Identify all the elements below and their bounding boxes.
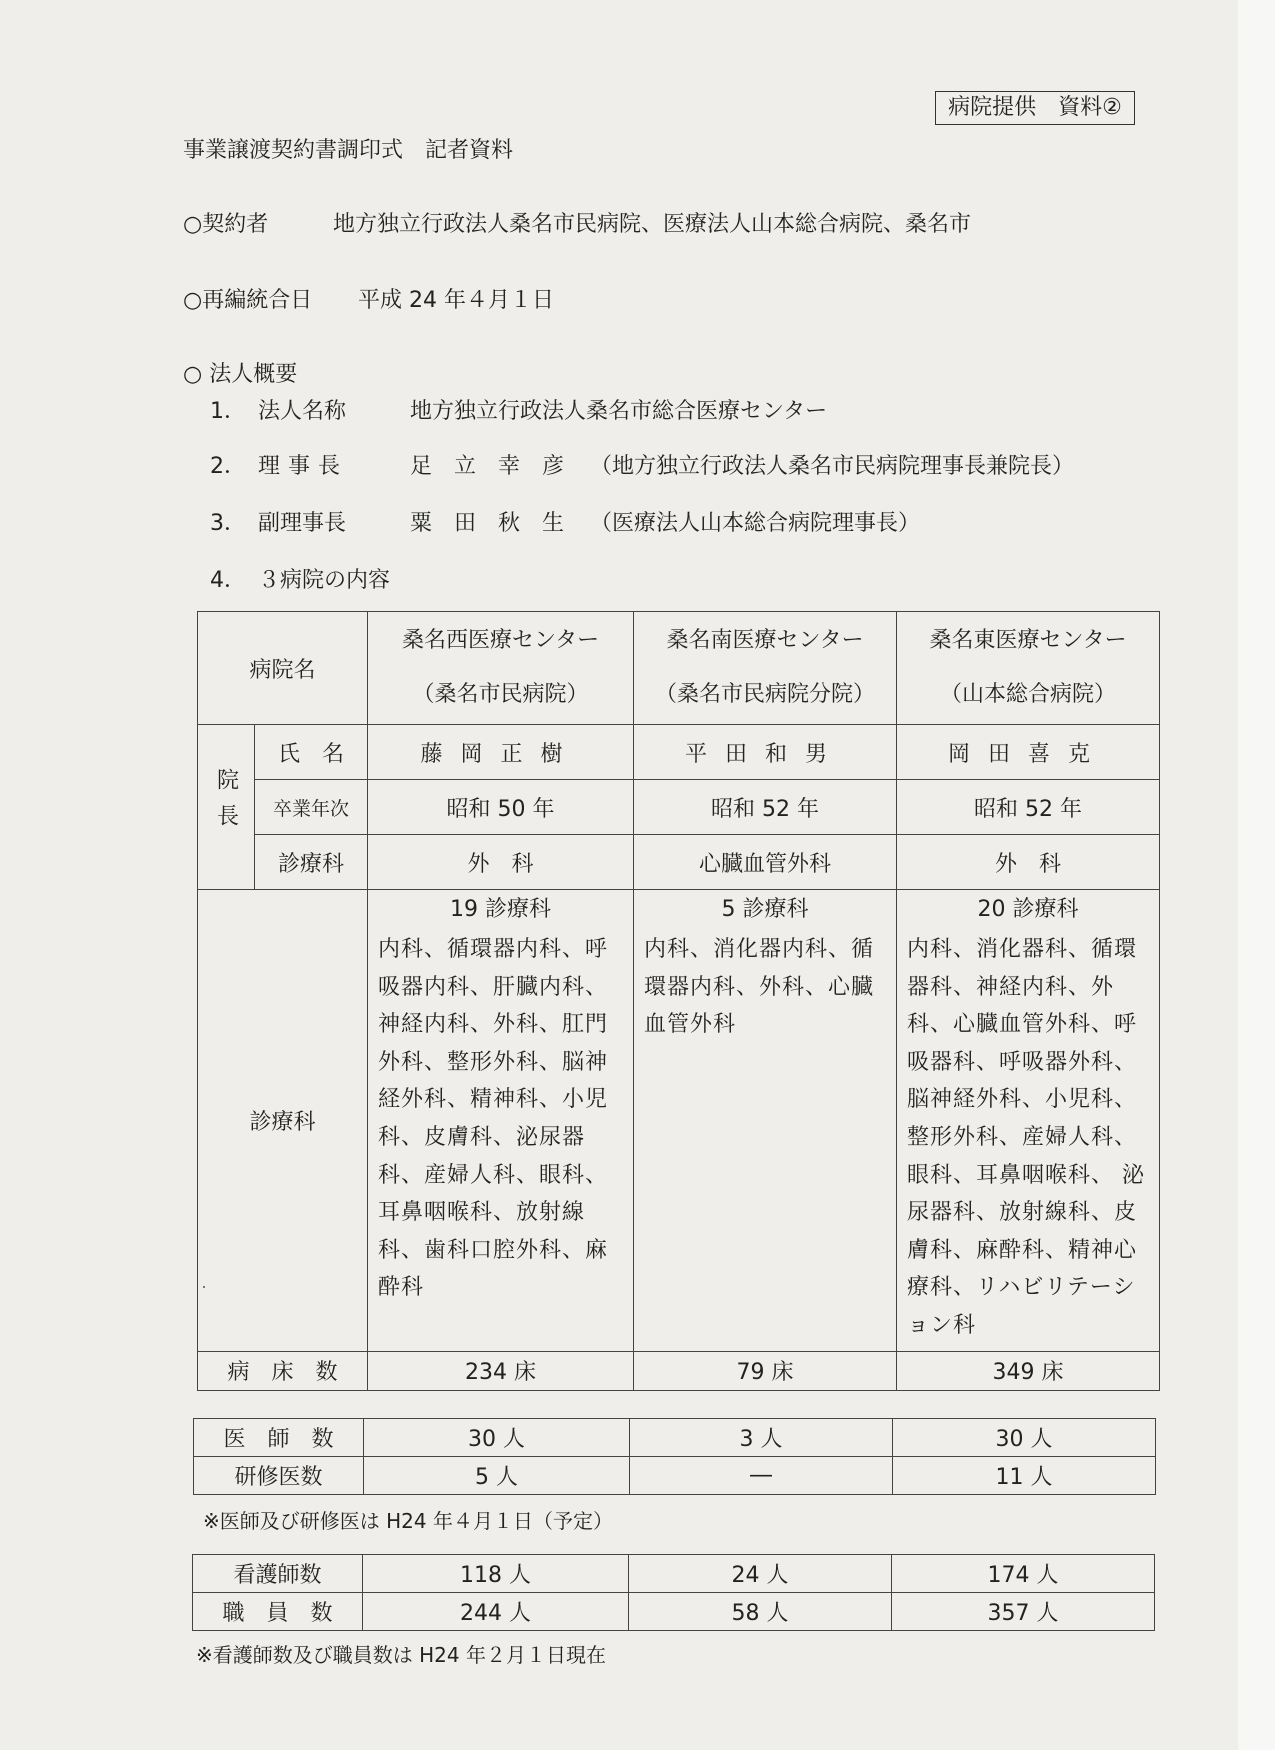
departments-label: 診療科 (198, 890, 368, 1352)
doctor-count: 30 人 (364, 1419, 630, 1457)
graduation-year-label: 卒業年次 (255, 780, 368, 835)
nurse-count: 174 人 (892, 1555, 1155, 1593)
department-list: 内科、消化器科、循環器科、神経内科、外科、心臓血管外科、呼吸器科、呼吸器外科、脳神経外科、小児科、整形外科、産婦人科、眼科、耳鼻咽喉科、 泌尿器科、放射線科、皮膚科、麻酔科、精神心療科、リハビリテーション科 (897, 925, 1160, 1351)
staff-count: 357 人 (892, 1593, 1155, 1631)
doctors-label: 医 師 数 (194, 1419, 364, 1457)
chairman-title: （地方独立行政法人桑名市民病院理事長兼院長） (590, 454, 1075, 479)
merge-date-value: 平成 24 年４月１日 (358, 288, 554, 313)
bed-count: 234 床 (368, 1351, 634, 1390)
item-label: 副理事長 (258, 511, 347, 536)
hospital-former-name: （山本総合病院） (940, 682, 1117, 707)
document-label: 病院提供 資料② (935, 91, 1135, 125)
item-value: 地方独立行政法人桑名市総合医療センター (410, 399, 828, 424)
item-label: ３病院の内容 (258, 568, 391, 593)
director-name: 岡田喜克 (897, 725, 1160, 780)
department-count: 20 診療科 (897, 890, 1160, 926)
hospital-east (897, 612, 1160, 725)
staff-count: 58 人 (629, 1593, 892, 1631)
beds-label: 病 床 数 (198, 1351, 368, 1390)
contractors-label: ○契約者 (183, 212, 269, 237)
specialty-label: 診療科 (255, 835, 368, 890)
hospitals-table (197, 611, 1160, 1391)
director-specialty: 外 科 (368, 835, 634, 890)
document-title: 事業譲渡契約書調印式 記者資料 (183, 138, 514, 163)
scan-speck (203, 1286, 205, 1288)
hospital-name: 桑名東医療センター (929, 628, 1127, 653)
contractors-value: 地方独立行政法人桑名市民病院、医療法人山本総合病院、桑名市 (333, 212, 972, 237)
doctors-table (193, 1418, 1156, 1495)
item-label: 法人名称 (258, 399, 347, 424)
item-number: 2． (210, 454, 246, 479)
department-list: 内科、循環器内科、呼吸器内科、肝臓内科、神経内科、外科、肛門外科、整形外科、脳神経外科、精神科、小児科、皮膚科、泌尿器科、産婦人科、眼科、耳鼻咽喉科、放射線科、歯科口腔外科、麻酔科 (368, 925, 634, 1351)
nurse-count: 24 人 (629, 1555, 892, 1593)
graduation-year: 昭和 52 年 (897, 780, 1160, 835)
resident-count: 11 人 (893, 1457, 1156, 1495)
hospital-south (634, 612, 897, 725)
hospital-former-name: （桑名市民病院分院） (655, 682, 876, 707)
bed-count: 79 床 (634, 1351, 897, 1390)
hospital-name: 桑名西医療センター (401, 628, 600, 653)
nurse-count: 118 人 (363, 1555, 629, 1593)
residents-label: 研修医数 (194, 1457, 364, 1495)
graduation-year: 昭和 52 年 (634, 780, 897, 835)
director-name: 平田和男 (634, 725, 897, 780)
resident-count: 5 人 (364, 1457, 630, 1495)
director-name-label: 氏 名 (255, 725, 368, 780)
staff-label: 職 員 数 (193, 1593, 363, 1631)
department-count: 5 診療科 (634, 890, 897, 926)
merge-date-label: ○再編統合日 (183, 288, 313, 313)
hospital-name-header: 病院名 (198, 612, 368, 725)
resident-count: ― (630, 1457, 893, 1495)
director-name: 藤岡正樹 (368, 725, 634, 780)
item-number: 4． (210, 568, 246, 593)
graduation-year: 昭和 50 年 (368, 780, 634, 835)
hospital-former-name: （桑名市民病院） (412, 682, 589, 707)
hospital-west (368, 612, 634, 725)
doctors-note: ※医師及び研修医は H24 年４月１日（予定） (203, 1509, 613, 1533)
doctor-count: 3 人 (630, 1419, 893, 1457)
bed-count: 349 床 (897, 1351, 1160, 1390)
hospital-name: 桑名南医療センター (666, 628, 864, 653)
doctor-count: 30 人 (893, 1419, 1156, 1457)
nurses-label: 看護師数 (193, 1555, 363, 1593)
vice-chairman-title: （医療法人山本総合病院理事長） (590, 511, 921, 536)
department-count: 19 診療科 (368, 890, 634, 926)
nurses-table (192, 1554, 1155, 1631)
item-label: 理事長 (258, 454, 349, 479)
director-header: 院長 (198, 725, 255, 890)
chairman-name: 足立幸彦 (410, 454, 587, 479)
department-list: 内科、消化器内科、循環器内科、外科、心臓血管外科 (634, 925, 897, 1351)
item-number: 1． (210, 399, 246, 424)
item-number: 3． (210, 511, 246, 536)
director-specialty: 心臓血管外科 (634, 835, 897, 890)
vice-chairman-name: 粟田秋生 (410, 511, 587, 536)
staff-count: 244 人 (363, 1593, 629, 1631)
page-edge (1238, 0, 1275, 1750)
nurses-note: ※看護師数及び職員数は H24 年２月１日現在 (196, 1643, 606, 1667)
director-specialty: 外 科 (897, 835, 1160, 890)
overview-heading: ○ 法人概要 (183, 362, 298, 387)
